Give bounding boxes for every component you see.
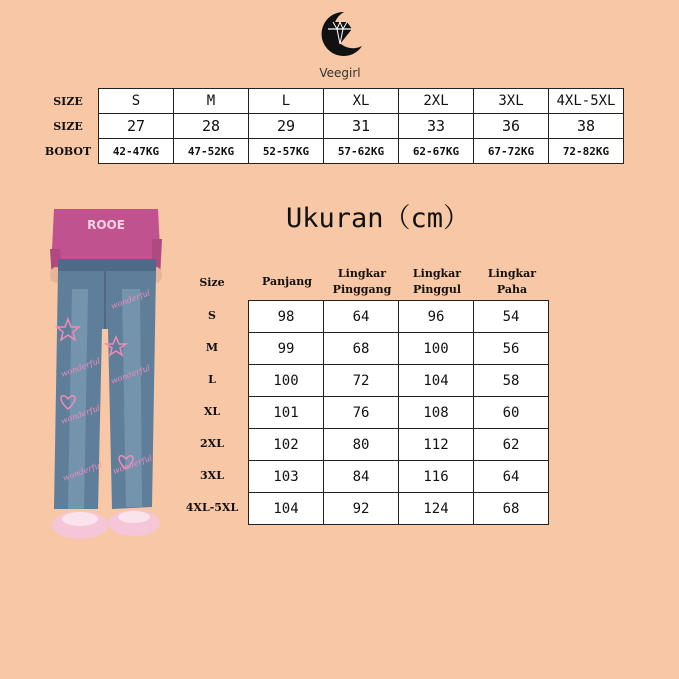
table-row — [249, 365, 549, 397]
size-weight-table — [38, 88, 624, 164]
hip-cell: 116 — [399, 461, 474, 493]
thigh-cell: 54 — [474, 301, 549, 333]
jeans-print-text: wonderful — [109, 288, 152, 311]
brand-name: Veegirl — [319, 66, 361, 80]
row-label-3xl: 3XL — [200, 469, 224, 482]
row-label-xl: XL — [203, 405, 221, 418]
column-header-thigh: Lingkar Paha — [487, 267, 537, 296]
table-row — [249, 493, 549, 525]
size-number-cell: 33 — [399, 114, 474, 139]
waist-cell: 84 — [324, 461, 399, 493]
weight-cell: 47-52KG — [174, 139, 249, 164]
column-header-hip: Lingkar Pinggul — [412, 267, 462, 296]
row-label-weight: BOBOT — [44, 144, 92, 158]
weight-cell: 42-47KG — [99, 139, 174, 164]
length-cell: 100 — [249, 365, 324, 397]
thigh-cell: 56 — [474, 333, 549, 365]
size-cell: 2XL — [399, 89, 474, 114]
length-cell: 98 — [249, 301, 324, 333]
measurement-table — [248, 300, 549, 525]
crescent-diamond-icon — [314, 8, 366, 60]
waist-cell: 92 — [324, 493, 399, 525]
size-cell: S — [99, 89, 174, 114]
thigh-cell: 68 — [474, 493, 549, 525]
size-cell: L — [249, 89, 324, 114]
weight-cell: 67-72KG — [474, 139, 549, 164]
table-row — [38, 89, 624, 114]
size-number-cell: 36 — [474, 114, 549, 139]
column-header-length: Panjang — [262, 275, 312, 288]
thigh-cell: 58 — [474, 365, 549, 397]
length-cell: 99 — [249, 333, 324, 365]
size-number-cell: 27 — [99, 114, 174, 139]
weight-cell: 72-82KG — [549, 139, 624, 164]
length-cell: 103 — [249, 461, 324, 493]
table-row — [249, 461, 549, 493]
length-cell: 101 — [249, 397, 324, 429]
table-row — [249, 397, 549, 429]
size-cell: 4XL-5XL — [549, 89, 624, 114]
size-cell: M — [174, 89, 249, 114]
size-number-cell: 28 — [174, 114, 249, 139]
size-number-cell: 31 — [324, 114, 399, 139]
row-label-2xl: 2XL — [200, 437, 224, 450]
size-cell: 3XL — [474, 89, 549, 114]
hip-cell: 124 — [399, 493, 474, 525]
hip-cell: 108 — [399, 397, 474, 429]
table-row — [38, 114, 624, 139]
hip-cell: 112 — [399, 429, 474, 461]
table-row — [249, 301, 549, 333]
table-row — [249, 333, 549, 365]
row-label-4xl-5xl: 4XL-5XL — [185, 501, 239, 514]
jeans-print-text: wonderful — [61, 460, 104, 483]
hip-cell: 96 — [399, 301, 474, 333]
jeans-print-text: wonderful — [59, 403, 102, 426]
shirt-print-text: ROOE — [87, 218, 125, 232]
thigh-cell: 62 — [474, 429, 549, 461]
length-cell: 104 — [249, 493, 324, 525]
row-label-size-number: SIZE — [53, 119, 83, 133]
waist-cell: 64 — [324, 301, 399, 333]
waist-cell: 76 — [324, 397, 399, 429]
thigh-cell: 64 — [474, 461, 549, 493]
row-label-l: L — [208, 373, 216, 386]
row-label-s: S — [208, 309, 216, 322]
size-number-cell: 29 — [249, 114, 324, 139]
column-header-size: Size — [199, 276, 225, 289]
jeans-print-text: wonderful — [109, 363, 152, 386]
jeans-print-text: wonderful — [111, 453, 154, 476]
model-wearing-jeans-photo — [48, 209, 166, 545]
jeans-print-text: wonderful — [59, 356, 102, 379]
length-cell: 102 — [249, 429, 324, 461]
row-label-m: M — [205, 341, 219, 354]
size-number-cell: 38 — [549, 114, 624, 139]
table-row — [249, 429, 549, 461]
thigh-cell: 60 — [474, 397, 549, 429]
weight-cell: 62-67KG — [399, 139, 474, 164]
row-label-size: SIZE — [53, 94, 83, 108]
page-title: Ukuran（cm） — [286, 203, 471, 234]
waist-cell: 72 — [324, 365, 399, 397]
table-row — [38, 139, 624, 164]
weight-cell: 52-57KG — [249, 139, 324, 164]
hip-cell: 100 — [399, 333, 474, 365]
waist-cell: 68 — [324, 333, 399, 365]
waist-cell: 80 — [324, 429, 399, 461]
hip-cell: 104 — [399, 365, 474, 397]
column-header-waist: Lingkar Pinggang — [332, 267, 392, 296]
size-cell: XL — [324, 89, 399, 114]
weight-cell: 57-62KG — [324, 139, 399, 164]
